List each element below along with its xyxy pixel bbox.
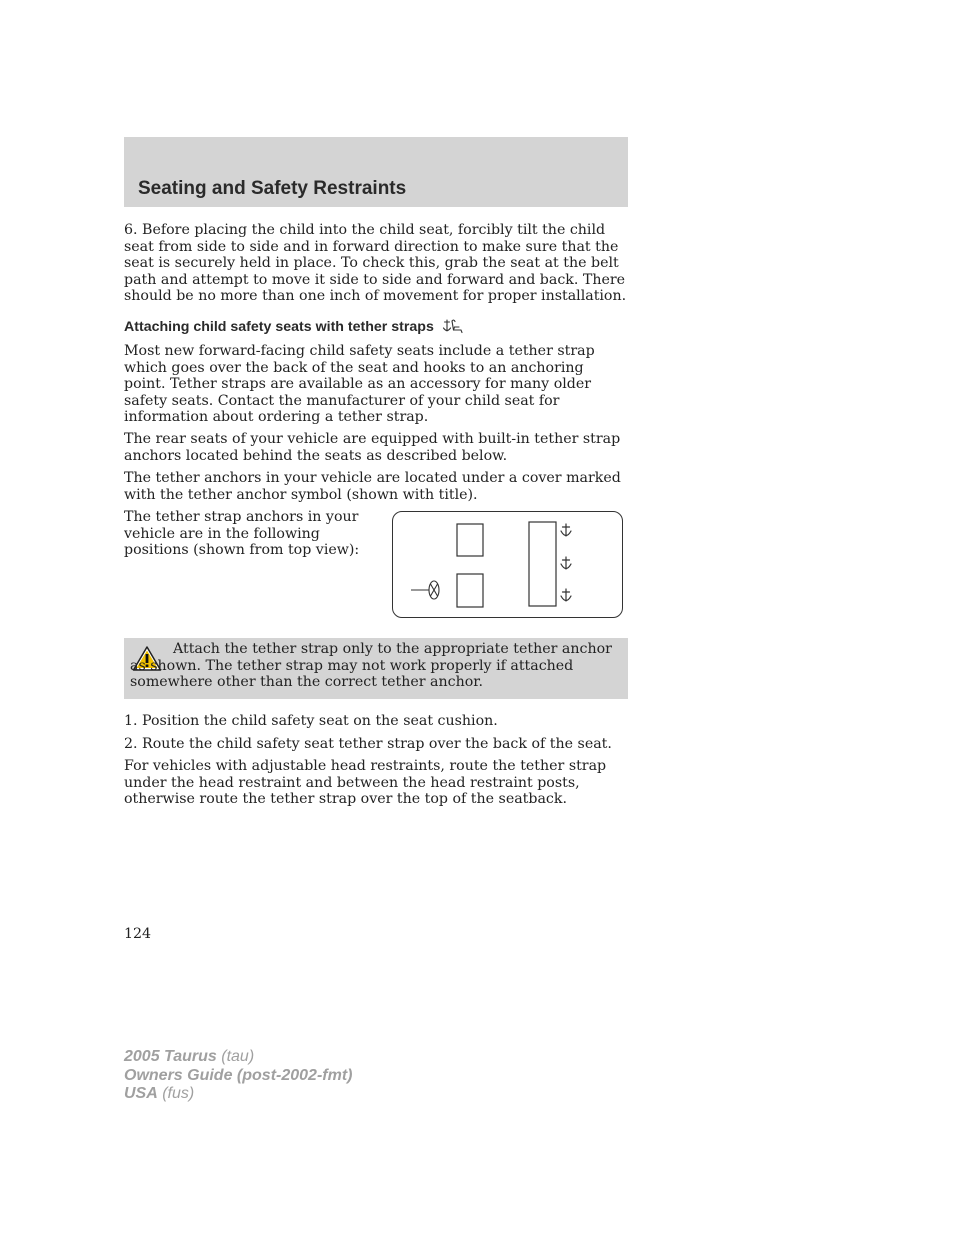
rear-seat-bench <box>529 522 556 606</box>
front-seat-left <box>457 574 483 607</box>
anchor-icon <box>561 557 571 569</box>
head-restraint-paragraph: For vehicles with adjustable head restraints, route the tether strap under the head restraint and between the head restraint posts, otherwise route the tether strap over the top of the seatback. <box>124 758 607 807</box>
footer-guide: Owners Guide (post-2002-fmt) <box>124 1066 353 1084</box>
subheading <box>124 318 628 338</box>
section-title: Seating and Safety Restraints <box>138 178 407 199</box>
step-1-paragraph: 1. Position the child safety seat on the seat cushion. <box>124 713 498 729</box>
steering-wheel-icon <box>411 581 439 599</box>
footer-market: USA <box>124 1085 158 1102</box>
front-seat-right <box>457 524 483 556</box>
footer-model: 2005 Taurus <box>124 1048 217 1065</box>
step-2-paragraph: 2. Route the child safety seat tether strap over the back of the seat. <box>124 736 612 752</box>
page-number: 124 <box>124 926 152 942</box>
footer-model-code: (tau) <box>216 1048 255 1065</box>
step-6-paragraph: 6. Before placing the child into the child seat, forcibly tilt the child seat from side to side and in forward direction to make sure that the seat is securely held in place. To check this, grab the seat at the belt path and attempt to move it side to side and forward and back. There should be no more than one inch of movement for proper installation. <box>124 222 627 304</box>
tether-anchor-seat-icon <box>442 318 464 338</box>
anchor-icon <box>561 524 571 536</box>
tether-strap-paragraph: Most new forward-facing child safety seats include a tether strap which goes over the back of the seat and hooks to an anchoring point. Tether straps are available as an accessory for many older safety seats. Contact the manufacturer of your child seat for information about ordering a tether strap. <box>124 343 595 425</box>
warning-box <box>124 638 628 699</box>
document-footer <box>124 1048 352 1104</box>
subheading-text: Attaching child safety seats with tether straps <box>124 319 434 335</box>
rear-seats-paragraph: The rear seats of your vehicle are equipped with built-in tether strap anchors located behind the seats as described below. <box>124 431 621 464</box>
footer-market-code: (fus) <box>157 1085 195 1102</box>
footer-line-market <box>124 1085 352 1104</box>
footer-line-model <box>124 1048 352 1067</box>
section-header-band <box>124 137 628 207</box>
anchor-cover-paragraph: The tether anchors in your vehicle are located under a cover marked with the tether anchor symbol (shown with title). <box>124 470 621 503</box>
warning-text: Attach the tether strap only to the appropriate tether anchor as shown. The tether strap may not work properly if attached somewhere other than the correct tether anchor. <box>130 641 612 690</box>
footer-line-guide <box>124 1067 352 1086</box>
tether-anchor-diagram <box>392 511 623 618</box>
anchor-icon <box>561 589 571 601</box>
anchor-positions-paragraph: The tether strap anchors in your vehicle are in the following positions (shown from top view): <box>124 509 360 558</box>
